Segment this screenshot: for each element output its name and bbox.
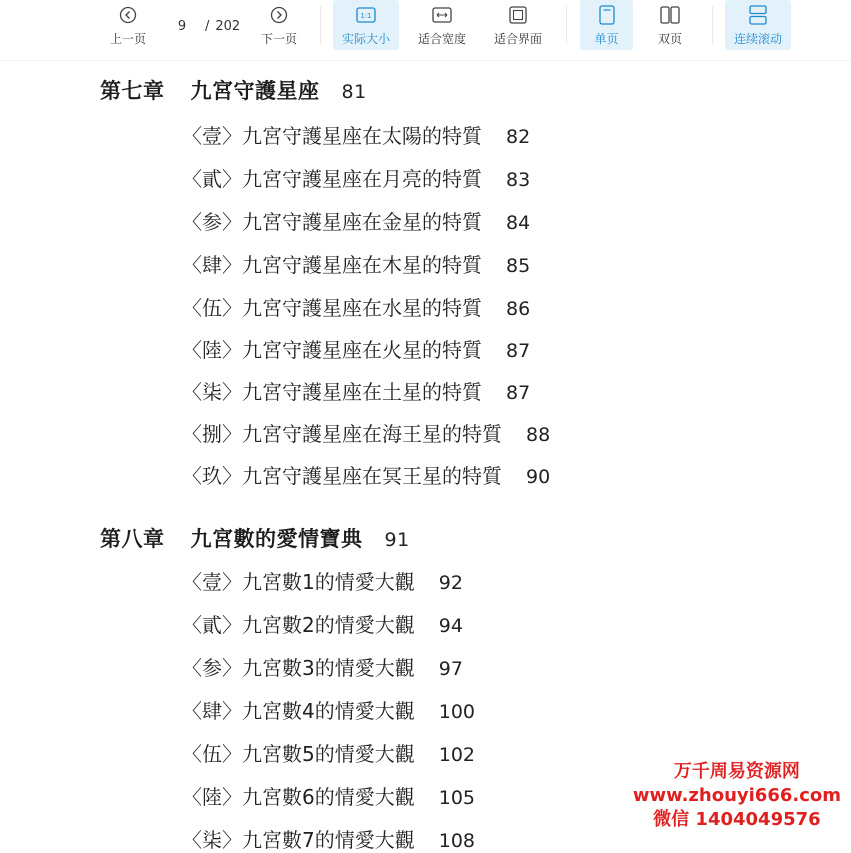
chapter-page: 91 xyxy=(384,529,410,551)
toc-entry[interactable] xyxy=(182,249,530,278)
svg-text:1:1: 1:1 xyxy=(360,12,372,20)
toc-entry-page: 83 xyxy=(506,169,531,191)
toolbar-divider xyxy=(712,6,713,44)
chevron-right-circle-icon xyxy=(269,5,289,25)
toc-entry[interactable] xyxy=(182,566,463,595)
toolbar-divider xyxy=(566,6,567,44)
fit-page-button[interactable] xyxy=(488,0,548,50)
toc-entry[interactable] xyxy=(182,460,550,489)
chevron-left-circle-icon xyxy=(118,5,138,25)
toc-entry-page: 97 xyxy=(438,658,463,680)
page-indicator xyxy=(163,14,240,38)
toc-entry-text: 〈貳〉九宮數2的情愛大觀 xyxy=(182,613,415,637)
current-page-input[interactable]: 9 xyxy=(177,18,187,34)
toc-entry-page: 108 xyxy=(438,830,475,852)
toc-entry-text: 〈肆〉九宮數4的情愛大觀 xyxy=(182,699,415,723)
fit-page-icon xyxy=(508,5,528,25)
continuous-scroll-button[interactable] xyxy=(725,0,791,50)
toc-entry-page: 88 xyxy=(526,424,551,446)
watermark-line-1: 万千周易资源网 xyxy=(673,761,800,782)
toc-entry-page: 87 xyxy=(506,382,531,404)
toc-entry-page: 86 xyxy=(506,298,531,320)
actual-size-button[interactable] xyxy=(333,0,399,50)
toc-entry-text: 〈玖〉九宮守護星座在冥王星的特質 xyxy=(182,464,502,488)
single-page-button[interactable] xyxy=(580,0,633,50)
toolbar-divider xyxy=(320,6,321,44)
next-page-button[interactable] xyxy=(255,0,303,50)
toc-entry-page: 82 xyxy=(506,126,531,148)
toc-entry[interactable] xyxy=(182,824,475,853)
double-page-icon xyxy=(660,5,680,25)
single-page-icon xyxy=(597,5,617,25)
toc-entry-text: 〈陸〉九宮守護星座在火星的特質 xyxy=(182,338,482,362)
actual-size-icon xyxy=(356,5,376,25)
toc-entry-page: 87 xyxy=(506,340,531,362)
document-page[interactable] xyxy=(0,61,851,851)
toc-entry[interactable] xyxy=(182,652,463,681)
toc-entry[interactable] xyxy=(182,334,530,363)
continuous-scroll-label: 连续滚动 xyxy=(733,32,782,46)
toc-entry-text: 〈伍〉九宮守護星座在水星的特質 xyxy=(182,296,482,320)
toc-entry[interactable] xyxy=(182,609,463,638)
chapter-label: 第七章 xyxy=(100,79,165,103)
watermark xyxy=(633,760,841,832)
toc-entry-text: 〈柒〉九宮數7的情愛大觀 xyxy=(182,828,415,852)
page-separator: / xyxy=(205,18,210,34)
chapter-title: 九宮守護星座 xyxy=(190,79,320,103)
toc-entry-page: 85 xyxy=(506,255,531,277)
toc-entry-text: 〈参〉九宮數3的情愛大觀 xyxy=(182,656,415,680)
toc-entry-page: 94 xyxy=(438,615,463,637)
total-pages: 202 xyxy=(215,18,241,34)
toc-entry-text: 〈肆〉九宮守護星座在木星的特質 xyxy=(182,253,482,277)
toc-entry[interactable] xyxy=(182,206,530,235)
chapter-label: 第八章 xyxy=(100,527,165,551)
fit-width-icon xyxy=(432,5,452,25)
next-page-label: 下一页 xyxy=(260,32,297,46)
toc-entry-page: 105 xyxy=(438,787,475,809)
fit-width-button[interactable] xyxy=(412,0,472,50)
toc-entry-text: 〈壹〉九宮數1的情愛大觀 xyxy=(182,570,415,594)
single-page-label: 单页 xyxy=(594,32,619,46)
fit-page-label: 适合界面 xyxy=(493,32,542,46)
toc-entry[interactable] xyxy=(182,376,530,405)
toc-entry[interactable] xyxy=(182,163,530,192)
toc-entry-text: 〈参〉九宮守護星座在金星的特質 xyxy=(182,210,482,234)
double-page-label: 双页 xyxy=(657,32,682,46)
toc-entry-page: 90 xyxy=(526,466,551,488)
watermark-line-3: 微信 1404049576 xyxy=(653,809,821,830)
toc-entry[interactable] xyxy=(182,292,530,321)
toc-entry-page: 100 xyxy=(438,701,475,723)
toc-entry-text: 〈伍〉九宮數5的情愛大觀 xyxy=(182,742,415,766)
toc-entry[interactable] xyxy=(182,781,475,810)
toc-entry-text: 〈貳〉九宮守護星座在月亮的特質 xyxy=(182,167,482,191)
viewer-toolbar xyxy=(0,0,851,56)
toc-entry-text: 〈壹〉九宮守護星座在太陽的特質 xyxy=(182,124,482,148)
chapter-heading[interactable] xyxy=(100,75,367,105)
toc-entry-text: 〈柒〉九宮守護星座在土星的特質 xyxy=(182,380,482,404)
actual-size-label: 实际大小 xyxy=(341,32,390,46)
toc-entry[interactable] xyxy=(182,120,530,149)
prev-page-label: 上一页 xyxy=(109,32,146,46)
double-page-button[interactable] xyxy=(644,0,696,50)
chapter-page: 81 xyxy=(341,81,367,103)
toc-entry-text: 〈捌〉九宮守護星座在海王星的特質 xyxy=(182,422,502,446)
toc-entry-text: 〈陸〉九宮數6的情愛大觀 xyxy=(182,785,415,809)
toc-entry[interactable] xyxy=(182,738,475,767)
chapter-title: 九宮數的愛情寶典 xyxy=(190,527,363,551)
prev-page-button[interactable] xyxy=(104,0,152,50)
toc-entry-page: 92 xyxy=(438,572,463,594)
continuous-scroll-icon xyxy=(748,5,768,25)
toc-entry-page: 102 xyxy=(438,744,475,766)
chapter-heading[interactable] xyxy=(100,523,410,553)
watermark-line-2: www.zhouyi666.com xyxy=(632,785,841,806)
toc-entry-page: 84 xyxy=(506,212,531,234)
fit-width-label: 适合宽度 xyxy=(417,32,466,46)
toc-entry[interactable] xyxy=(182,418,550,447)
toc-entry[interactable] xyxy=(182,695,475,724)
